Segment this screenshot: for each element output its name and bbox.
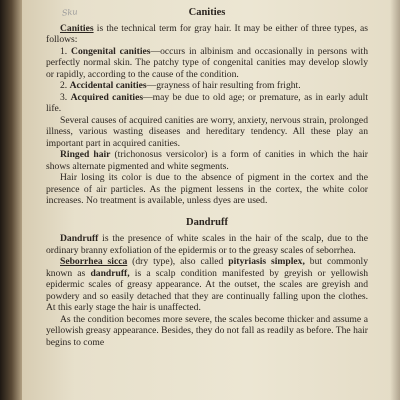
book-page — [22, 0, 400, 400]
canities-intro: Canities is the technical term for gray hair. It may be either of three types, as follows: — [46, 22, 368, 45]
canities-causes: Several causes of acquired canities are worry, anxiety, nervous strain, prolonged illness, various wasting diseases and hereditary tendency. All these play an important part in acquired canities. — [46, 114, 368, 149]
canities-heading: Canities — [188, 7, 226, 18]
canities-item-3: 3. Acquired canities—may be due to old age; or premature, as in early adult life. — [46, 91, 369, 114]
dandruff-definition: Dandruff is the presence of white scales in the hair of the scalp, due to the ordinary branny exfoliation of the epidermis or to the greasy scales of seborrhea. — [46, 233, 368, 256]
canities-item-1: 1. Congenital canities—occurs in albinism and occasionally in persons with perfectly normal skin. The patchy type of congenital canities may develop slowly or rapidly, according to the cause of the condition. — [46, 45, 368, 80]
page-edge-shadow — [390, 0, 400, 400]
losing-color-paragraph: Hair losing its color is due to the absence of pigment in the cortex and the presence of air particles. As the pigment lessens in the cortex, the white color increases. No treatment is available, unless dyes are used. — [46, 172, 368, 206]
canities-item-2: 2. Accidental canities—grayness of hair resulting from fright. — [60, 80, 301, 91]
pencil-annotation: Sku — [61, 7, 78, 18]
dandruff-heading: Dandruff — [185, 216, 228, 228]
seborrhea-sicca-paragraph: Seborrhea sicca (dry type), also called pityriasis simplex, but commonly known as dandruff, is a scalp condition manifested by greyish or yellowish epidermic scales of greasy appearance. At the outset, the scales are greyish and powdery and so easily detached that they are continually falling upon the clothes. At this early stage the hair is unaffected. — [46, 256, 369, 313]
severe-condition-paragraph: As the condition becomes more severe, the scales become thicker and assume a yellowish greasy appearance. Besides, they do not fall as readily as before. The hair begins to come — [46, 313, 368, 348]
ringed-hair-paragraph: Ringed hair (trichonosus versicolor) is a form of canities in which the hair shows alternate pigmented and white segments. — [46, 149, 368, 172]
page-text — [46, 0, 368, 348]
